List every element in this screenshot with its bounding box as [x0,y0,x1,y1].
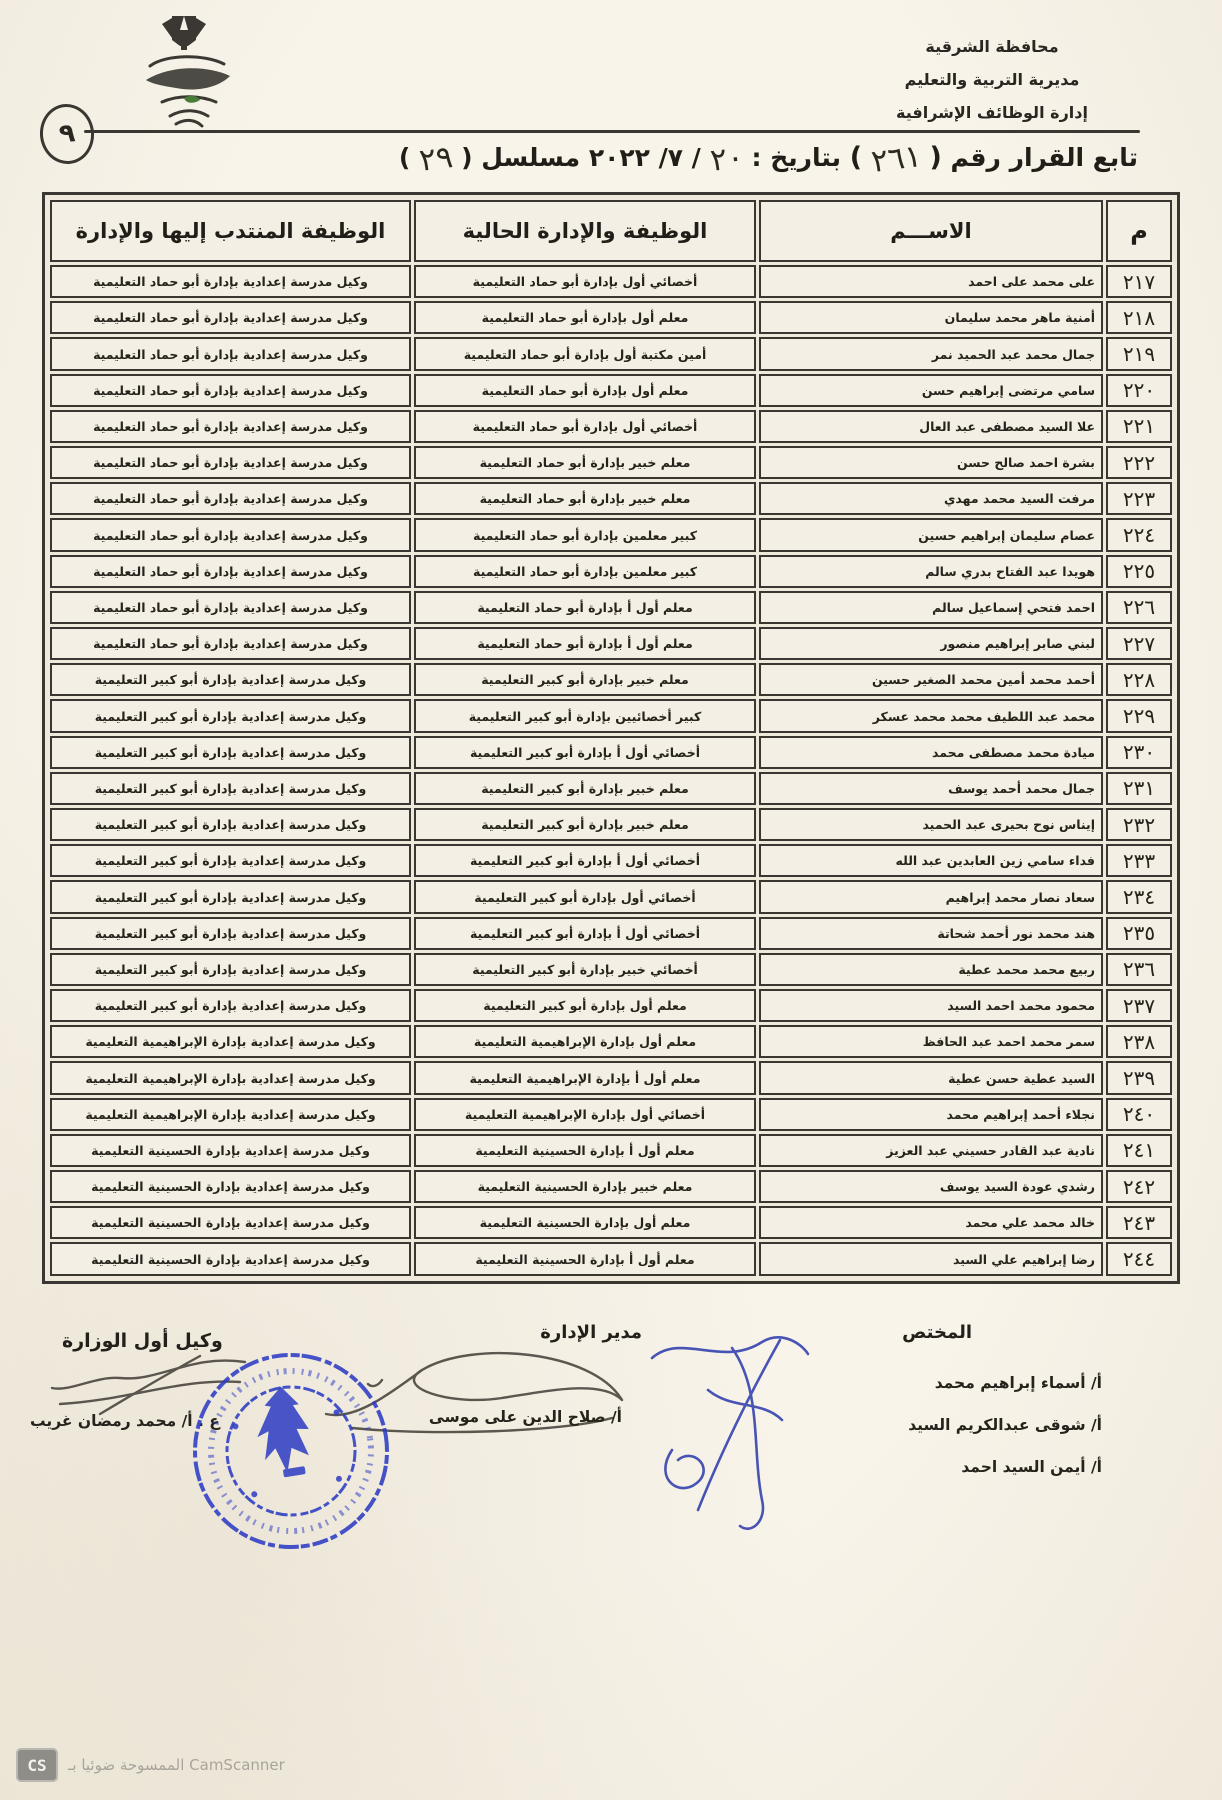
cell-name: هويدا عبد الفتاح بدري سالم [759,555,1103,588]
cell-seconded-position: وكيل مدرسة إعدادية بإدارة الحسينية التعليمية [50,1206,411,1239]
org-line-governorate: محافظة الشرقية [925,37,1059,56]
cell-name: رضا إبراهيم علي السيد [759,1242,1103,1276]
cell-name: علا السيد مصطفى عبد العال [759,410,1103,443]
open-paren: ( [929,142,942,173]
cell-seconded-position: وكيل مدرسة إعدادية بإدارة أبو كبير التعليمية [50,808,411,841]
cell-serial: ٢٢٨ [1106,663,1172,696]
cell-serial: ٢٤٤ [1106,1242,1172,1276]
table-row [50,699,1172,732]
camscanner-watermark [16,1748,285,1782]
cell-current-position: معلم خبير بإدارة أبو حماد التعليمية [414,446,756,479]
cell-current-position: معلم خبير بإدارة أبو كبير التعليمية [414,772,756,805]
cell-serial: ٢٣١ [1106,772,1172,805]
cell-name: سامي مرتضى إبراهيم حسن [759,374,1103,407]
cell-name: نجلاء أحمد إبراهيم محمد [759,1098,1103,1131]
cell-current-position: أخصائي أول بإدارة الإبراهيمية التعليمية [414,1098,756,1131]
table-row [50,1170,1172,1203]
cell-name: مرفت السيد محمد مهدي [759,482,1103,515]
cell-name: جمال محمد أحمد يوسف [759,772,1103,805]
cell-serial: ٢٣٠ [1106,736,1172,769]
table-row [50,555,1172,588]
cell-seconded-position: وكيل مدرسة إعدادية بإدارة أبو كبير التعليمية [50,736,411,769]
cell-serial: ٢٢٦ [1106,591,1172,624]
col-name: الاســـم [759,200,1103,262]
cell-serial: ٢٢١ [1106,410,1172,443]
cell-serial: ٢٢٩ [1106,699,1172,732]
cell-current-position: أمين مكتبة أول بإدارة أبو حماد التعليمية [414,337,756,370]
table-row [50,772,1172,805]
cell-seconded-position: وكيل مدرسة إعدادية بإدارة أبو كبير التعليمية [50,917,411,950]
table-row [50,591,1172,624]
cell-serial: ٢٢٣ [1106,482,1172,515]
specialist-title: المختص [902,1322,972,1343]
date-label: بتاريخ : [742,143,850,172]
cell-serial: ٢٤٣ [1106,1206,1172,1239]
cell-seconded-position: وكيل مدرسة إعدادية بإدارة أبو حماد التعليمية [50,265,411,298]
official-stamp [173,1333,409,1569]
margin-page-number: ٩ [37,101,97,166]
table-body [50,265,1172,1276]
cell-seconded-position: وكيل مدرسة إعدادية بإدارة أبو كبير التعليمية [50,772,411,805]
director-name: أ/ صلاح الدين على موسى [428,1408,622,1426]
cell-name: السيد عطية حسن عطية [759,1061,1103,1094]
cell-current-position: معلم أول بإدارة أبو حماد التعليمية [414,301,756,334]
table-row [50,301,1172,334]
cell-serial: ٢٣٤ [1106,880,1172,913]
table-row [50,627,1172,660]
cell-current-position: أخصائي خبير بإدارة أبو كبير التعليمية [414,953,756,986]
cell-serial: ٢٣٩ [1106,1061,1172,1094]
col-serial: م [1106,200,1172,262]
cell-seconded-position: وكيل مدرسة إعدادية بإدارة أبو حماد التعليمية [50,591,411,624]
cell-seconded-position: وكيل مدرسة إعدادية بإدارة الحسينية التعليمية [50,1134,411,1167]
cell-serial: ٢٢٥ [1106,555,1172,588]
cell-name: احمد فتحي إسماعيل سالم [759,591,1103,624]
table-row [50,736,1172,769]
cell-seconded-position: وكيل مدرسة إعدادية بإدارة الإبراهيمية التعليمية [50,1061,411,1094]
cell-seconded-position: وكيل مدرسة إعدادية بإدارة أبو حماد التعليمية [50,555,411,588]
table-row [50,844,1172,877]
cell-serial: ٢١٨ [1106,301,1172,334]
cell-seconded-position: وكيل مدرسة إعدادية بإدارة أبو حماد التعليمية [50,410,411,443]
col-current-position: الوظيفة والإدارة الحالية [414,200,756,262]
table-row [50,1242,1172,1276]
cell-serial: ٢٣٥ [1106,917,1172,950]
cell-current-position: أخصائي أول أ بإدارة أبو كبير التعليمية [414,844,756,877]
cell-current-position: معلم أول بإدارة الحسينية التعليمية [414,1206,756,1239]
table-row [50,953,1172,986]
cell-name: ربيع محمد محمد عطية [759,953,1103,986]
cell-seconded-position: وكيل مدرسة إعدادية بإدارة أبو كبير التعليمية [50,989,411,1022]
cell-name: سعاد نصار محمد إبراهيم [759,880,1103,913]
cell-seconded-position: وكيل مدرسة إعدادية بإدارة أبو حماد التعليمية [50,337,411,370]
cell-seconded-position: وكيل مدرسة إعدادية بإدارة الإبراهيمية التعليمية [50,1025,411,1058]
cell-serial: ٢٢٠ [1106,374,1172,407]
cell-current-position: معلم أول بإدارة أبو حماد التعليمية [414,374,756,407]
cell-name: على محمد على احمد [759,265,1103,298]
specialist-name-2: أ/ شوقى عبدالكريم السيد [908,1416,1102,1434]
cell-serial: ٢٣٦ [1106,953,1172,986]
director-title: مدير الإدارة [540,1322,642,1343]
cell-current-position: أخصائي أول بإدارة أبو كبير التعليمية [414,880,756,913]
cell-seconded-position: وكيل مدرسة إعدادية بإدارة أبو كبير التعليمية [50,880,411,913]
org-line-directorate: مديرية التربية والتعليم [904,70,1080,89]
org-line-department: إدارة الوظائف الإشرافية [896,103,1088,122]
decree-number-handwritten: ٢٦١ [869,138,924,180]
cell-seconded-position: وكيل مدرسة إعدادية بإدارة أبو حماد التعليمية [50,301,411,334]
cell-name: سمر محمد احمد عبد الحافظ [759,1025,1103,1058]
cell-name: محمود محمد احمد السيد [759,989,1103,1022]
undersecretary-title: وكيل أول الوزارة [62,1330,223,1352]
table-row [50,1098,1172,1131]
cell-current-position: أخصائي أول بإدارة أبو حماد التعليمية [414,265,756,298]
cell-name: إيناس نوح بحيرى عبد الحميد [759,808,1103,841]
title-prefix: تابع القرار رقم [941,143,1138,172]
cell-current-position: أخصائي أول أ بإدارة أبو كبير التعليمية [414,917,756,950]
cell-seconded-position: وكيل مدرسة إعدادية بإدارة أبو كبير التعليمية [50,844,411,877]
ministry-logo [132,14,244,136]
cell-name: بشرة احمد صالح حسن [759,446,1103,479]
table-row [50,989,1172,1022]
cell-current-position: معلم خبير بإدارة أبو كبير التعليمية [414,808,756,841]
serial-label: مسلسل ( [452,143,581,172]
cell-name: جمال محمد عبد الحميد نمر [759,337,1103,370]
cell-current-position: أخصائي أول بإدارة أبو حماد التعليمية [414,410,756,443]
table-row [50,410,1172,443]
cell-serial: ٢٤٢ [1106,1170,1172,1203]
cell-current-position: معلم أول أ بإدارة الحسينية التعليمية [414,1134,756,1167]
cell-name: فداء سامي زين العابدين عبد الله [759,844,1103,877]
cell-seconded-position: وكيل مدرسة إعدادية بإدارة أبو كبير التعليمية [50,663,411,696]
cell-serial: ٢٣٢ [1106,808,1172,841]
table-row [50,337,1172,370]
cell-seconded-position: وكيل مدرسة إعدادية بإدارة أبو حماد التعليمية [50,518,411,551]
table-row [50,917,1172,950]
camscanner-badge: CS [16,1748,58,1782]
undersecretary-name: ع . أ/ محمد رمضان غريب [30,1412,220,1430]
cell-name: رشدي عودة السيد يوسف [759,1170,1103,1203]
cell-seconded-position: وكيل مدرسة إعدادية بإدارة أبو حماد التعليمية [50,482,411,515]
cell-name: عصام سليمان إبراهيم حسين [759,518,1103,551]
cell-current-position: معلم أول بإدارة الإبراهيمية التعليمية [414,1025,756,1058]
cell-serial: ٢١٧ [1106,265,1172,298]
specialist-signature [612,1330,842,1540]
cell-name: محمد عبد اللطيف محمد محمد عسكر [759,699,1103,732]
cell-seconded-position: وكيل مدرسة إعدادية بإدارة أبو كبير التعليمية [50,953,411,986]
camscanner-text: الممسوحة ضوئيا بـ CamScanner [68,1756,285,1774]
cell-name: خالد محمد علي محمد [759,1206,1103,1239]
cell-seconded-position: وكيل مدرسة إعدادية بإدارة أبو كبير التعليمية [50,699,411,732]
cell-current-position: كبير معلمين بإدارة أبو حماد التعليمية [414,555,756,588]
cell-current-position: معلم خبير بإدارة أبو حماد التعليمية [414,482,756,515]
cell-serial: ٢٣٧ [1106,989,1172,1022]
cell-current-position: معلم خبير بإدارة أبو كبير التعليمية [414,663,756,696]
cell-serial: ٢١٩ [1106,337,1172,370]
close-paren: ) [849,142,863,173]
table-row [50,880,1172,913]
cell-current-position: معلم خبير بإدارة الحسينية التعليمية [414,1170,756,1203]
cell-name: أمنية ماهر محمد سليمان [759,301,1103,334]
cell-serial: ٢٢٤ [1106,518,1172,551]
serial-number-handwritten: ٢٩ [417,139,455,179]
table-row [50,482,1172,515]
header-underline [84,130,1140,133]
table-row [50,1206,1172,1239]
cell-current-position: معلم أول بإدارة أبو كبير التعليمية [414,989,756,1022]
org-header [822,30,1162,129]
cell-serial: ٢٣٨ [1106,1025,1172,1058]
table-row [50,663,1172,696]
cell-current-position: معلم أول أ بإدارة الحسينية التعليمية [414,1242,756,1276]
title-suffix: ) [398,143,411,172]
cell-seconded-position: وكيل مدرسة إعدادية بإدارة الحسينية التعليمية [50,1242,411,1276]
cell-name: ميادة محمد مصطفى محمد [759,736,1103,769]
cell-seconded-position: وكيل مدرسة إعدادية بإدارة الحسينية التعليمية [50,1170,411,1203]
cell-serial: ٢٤١ [1106,1134,1172,1167]
cell-current-position: كبير معلمين بإدارة أبو حماد التعليمية [414,518,756,551]
cell-seconded-position: وكيل مدرسة إعدادية بإدارة أبو حماد التعليمية [50,446,411,479]
cell-seconded-position: وكيل مدرسة إعدادية بإدارة أبو حماد التعليمية [50,374,411,407]
table-row [50,265,1172,298]
cell-seconded-position: وكيل مدرسة إعدادية بإدارة أبو حماد التعليمية [50,627,411,660]
table-row [50,518,1172,551]
table-row [50,374,1172,407]
specialist-name-1: أ/ أسماء إبراهيم محمد [934,1374,1102,1392]
cell-serial: ٢٣٣ [1106,844,1172,877]
cell-current-position: كبير أخصائيين بإدارة أبو كبير التعليمية [414,699,756,732]
table-row [50,808,1172,841]
table-row [50,1134,1172,1167]
cell-name: أحمد محمد أمين محمد الصغير حسين [759,663,1103,696]
cell-current-position: أخصائي أول أ بإدارة أبو كبير التعليمية [414,736,756,769]
cell-serial: ٢٤٠ [1106,1098,1172,1131]
cell-current-position: معلم أول أ بإدارة أبو حماد التعليمية [414,591,756,624]
table-row [50,1061,1172,1094]
decree-title [100,138,1138,180]
date-day-handwritten: ٢٠ [707,139,746,179]
cell-current-position: معلم أول أ بإدارة أبو حماد التعليمية [414,627,756,660]
secondment-table [42,192,1180,1284]
cell-serial: ٢٢٢ [1106,446,1172,479]
cell-seconded-position: وكيل مدرسة إعدادية بإدارة الإبراهيمية التعليمية [50,1098,411,1131]
cell-name: لبني صابر إبراهيم منصور [759,627,1103,660]
specialist-name-3: أ/ أيمن السيد احمد [961,1458,1102,1476]
date-rest: / ٧/ ٢٠٢٢ [588,143,701,172]
table-row [50,446,1172,479]
cell-name: نادية عبد القادر حسيني عبد العزيز [759,1134,1103,1167]
cell-name: هند محمد نور أحمد شحاتة [759,917,1103,950]
col-seconded-position: الوظيفة المنتدب إليها والإدارة [50,200,411,262]
table-header [50,200,1172,262]
cell-current-position: معلم أول أ بإدارة الإبراهيمية التعليمية [414,1061,756,1094]
specialist-names [908,1362,1102,1488]
table-row [50,1025,1172,1058]
cell-serial: ٢٢٧ [1106,627,1172,660]
